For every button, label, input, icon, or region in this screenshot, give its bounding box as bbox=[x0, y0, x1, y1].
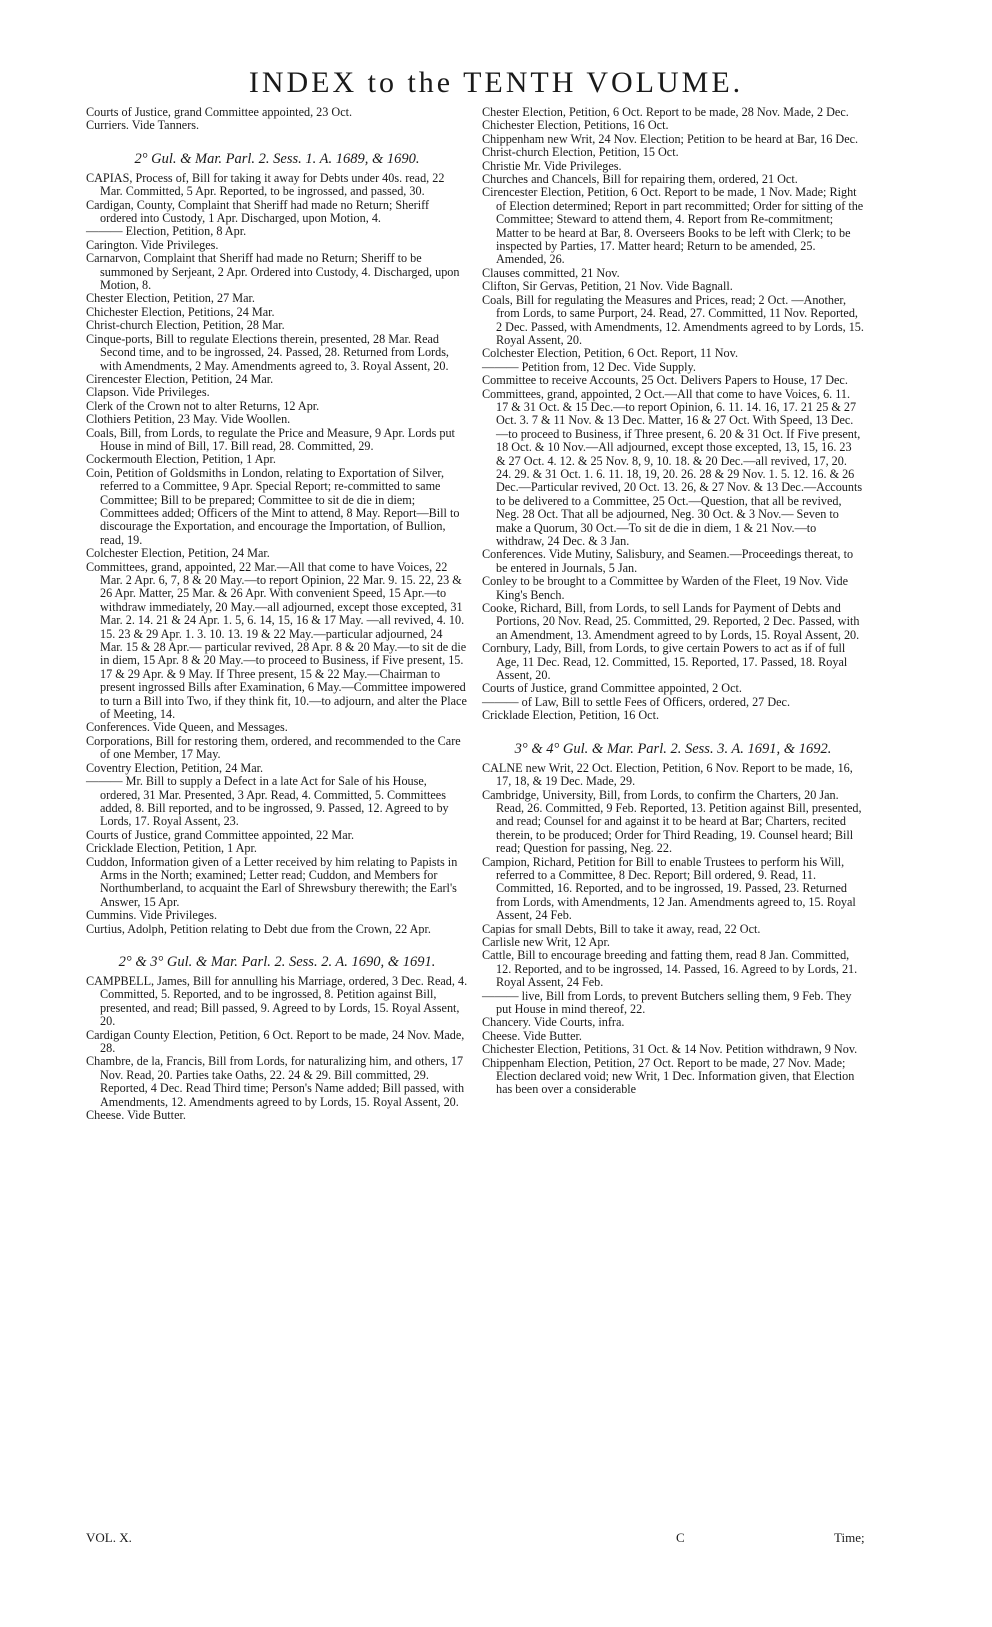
index-entry: Cricklade Election, Petition, 1 Apr. bbox=[86, 841, 257, 856]
index-entry: CALNE new Writ, 22 Oct. Election, Petition, 6 Nov. Report to be made, 16, 17, 18, & 19 Dec. Made, 29. bbox=[482, 760, 853, 789]
index-entry: Courts of Justice, grand Committee appointed, 2 Oct. bbox=[482, 681, 742, 696]
index-entry: Chancery. Vide Courts, infra. bbox=[482, 1015, 625, 1030]
index-entry: Cricklade Election, Petition, 16 Oct. bbox=[482, 708, 660, 723]
index-entry: Chambre, de la, Francis, Bill from Lords, for naturalizing him, and others, 17 Nov. Read, 20. Parties take Oaths, 22. 24 & 29. Bill committed, 29. Reported, 4 Dec. Read Third time; Person's Name added; Bill passed, with Amendments, 12. Amendments agreed to by Lords, 15. Royal Assent, 20. bbox=[86, 1054, 465, 1109]
index-entry: CAMPBELL, James, Bill for annulling his Marriage, ordered, 3 Dec. Read, 4. Committed, 5. Reported, and to be ingrossed, 8. Petition against Bill, presented, and read; Bill passed, 9. Agreed to by Lords, 15. Royal Assent, 20. bbox=[86, 973, 468, 1029]
index-entry: Cockermouth Election, Petition, 1 Apr. bbox=[86, 452, 276, 467]
index-entry: Carington. Vide Privileges. bbox=[86, 237, 219, 252]
index-entry: Churches and Chancels, Bill for repairing them, ordered, 21 Oct. bbox=[482, 172, 798, 187]
page-title: INDEX to the TENTH VOLUME. bbox=[248, 66, 744, 99]
index-entry: Committee to receive Accounts, 25 Oct. Delivers Papers to House, 17 Dec. bbox=[482, 373, 848, 388]
index-entry: Carnarvon, Complaint that Sheriff had made no Return; Sheriff to be summoned by Serjeant, 2 Apr. Ordered into Custody, 4. Discharged, upon Motion, 8. bbox=[86, 251, 460, 293]
index-entry: Chester Election, Petition, 6 Oct. Report to be made, 28 Nov. Made, 2 Dec. bbox=[482, 105, 849, 119]
session-heading: 2° Gul. & Mar. Parl. 2. Sess. 1. A. 1689, & 1690. bbox=[134, 150, 420, 167]
index-entry: Cinque-ports, Bill to regulate Elections therein, presented, 28 Mar. Read Second time, and to be ingrossed, 24. Passed, 28. Returned from Lords, with Amendments, 2 May. Amendments agreed to, 3. Royal Assent, 20. bbox=[86, 331, 449, 373]
right-column bbox=[482, 106, 864, 1097]
index-entry: Cornbury, Lady, Bill, from Lords, to give certain Powers to act as if of full Age, 11 Dec. Read, 12. Committed, 15. Reported, 17. Passed, 18. Royal Assent, 20. bbox=[482, 641, 848, 683]
index-entry: ——— of Law, Bill to settle Fees of Officers, ordered, 27 Dec. bbox=[482, 694, 790, 709]
index-entry: Colchester Election, Petition, 24 Mar. bbox=[86, 546, 270, 561]
index-entry: Corporations, Bill for restoring them, ordered, and recommended to the Care of one Member, 17 May. bbox=[86, 733, 461, 762]
index-entry: CAPIAS, Process of, Bill for taking it away for Debts under 40s. read, 22 Mar. Committed, 5 Apr. Reported, to be ingrossed, and passed, 30. bbox=[86, 170, 445, 199]
signature-mark: C bbox=[676, 1530, 685, 1545]
index-entry: Clerk of the Crown not to alter Returns, 12 Apr. bbox=[86, 398, 320, 413]
index-entry: Curtius, Adolph, Petition relating to Debt due from the Crown, 22 Apr. bbox=[86, 921, 431, 936]
index-entry: Clauses committed, 21 Nov. bbox=[482, 265, 620, 280]
index-entry: Cooke, Richard, Bill, from Lords, to sell Lands for Payment of Debts and Portions, 20 Nov. Read, 25. Committed, 29. Reported, 2 Dec. Passed, with an Amendment, 13. Amendment agreed to by Lords, 15. Royal Assent, 20. bbox=[482, 601, 860, 642]
left-column bbox=[86, 106, 468, 1122]
index-entry: Clapson. Vide Privileges. bbox=[86, 385, 210, 400]
index-entry: Cambridge, University, Bill, from Lords, to confirm the Charters, 20 Jan. Read, 26. Committed, 9 Feb. Reported, 13. Petition against Bill, presented, and read; Counsel for and against it to be heard at Bar; Charters, recited therein, to be produced; Order for Third Reading, 19. Counsel heard; Bill read; Question for passing, Neg. 22. bbox=[482, 787, 862, 856]
index-entry: Chester Election, Petition, 27 Mar. bbox=[86, 291, 255, 306]
index-entry: Chichester Election, Petitions, 24 Mar. bbox=[86, 304, 275, 319]
index-entry: Cattle, Bill to encourage breeding and fatting them, read 8 Jan. Committed, 12. Reported, and to be ingrossed, 14. Passed, 16. Agreed to by Lords, 21. Royal Assent, 24 Feb. bbox=[482, 948, 858, 990]
index-entry: Cardigan County Election, Petition, 6 Oct. Report to be made, 24 Nov. Made, 28. bbox=[86, 1027, 465, 1055]
index-entry: Cirencester Election, Petition, 6 Oct. Report to be made, 1 Nov. Made; Right of Election determined; Report in part recommitted; Order for sitting of the Committee; Steward to attend them, 4. Report from Re-commitment; Matter to be heard at Bar, 8. Overseers Books to be left with Clerk; to be inspected by Parties, 17. Matter heard; Return to be amended, 25. Amended, 26. bbox=[482, 185, 864, 267]
index-entry: Coventry Election, Petition, 24 Mar. bbox=[86, 760, 264, 775]
index-entry: Capias for small Debts, Bill to take it away, read, 22 Oct. bbox=[482, 921, 761, 936]
volume-mark: VOL. X. bbox=[86, 1530, 132, 1545]
index-entry: Conferences. Vide Mutiny, Salisbury, and Seamen.—Proceedings thereat, to be entered in Journals, 5 Jan. bbox=[482, 547, 854, 575]
index-entry: Clifton, Sir Gervas, Petition, 21 Nov. Vide Bagnall. bbox=[482, 279, 733, 294]
index-entry: Colchester Election, Petition, 6 Oct. Report, 11 Nov. bbox=[482, 346, 739, 361]
index-entry: Curriers. Vide Tanners. bbox=[86, 118, 200, 133]
index-entry: Chippenham new Writ, 24 Nov. Election; Petition to be heard at Bar, 16 Dec. bbox=[482, 131, 859, 146]
index-entry: Cuddon, Information given of a Letter received by him relating to Papists in Arms in the North; examined; Letter read; Cuddon, and Members for Northumberland, to acquaint the Earl of Shrewsbury therewith; the Earl's Answer, 15 Apr. bbox=[86, 854, 458, 909]
index-entry: Cardigan, County, Complaint that Sheriff had made no Return; Sheriff ordered into Custody, 1 Apr. Discharged, upon Motion, 4. bbox=[86, 197, 429, 226]
index-entry: Coals, Bill, from Lords, to regulate the Price and Measure, 9 Apr. Lords put House in mind of Bill, 17. Bill read, 28. Committed, 29. bbox=[86, 425, 455, 453]
index-entry: Chichester Election, Petitions, 31 Oct. & 14 Nov. Petition withdrawn, 9 Nov. bbox=[482, 1042, 858, 1057]
index-entry: Courts of Justice, grand Committee appointed, 23 Oct. bbox=[86, 105, 353, 119]
index-entry: Christ-church Election, Petition, 15 Oct. bbox=[482, 145, 679, 160]
index-entry: Coin, Petition of Goldsmiths in London, relating to Exportation of Silver, referred to a Committee, 9 Apr. Special Report; re-committed to same Committee; Bill to be prepared; Committee to sit de die in diem; Committees added; Officers of the Mint to attend, 8 May. Report—Bill to discourage the Exportation, and encourage the Importation, of Bullion, read, 19. bbox=[86, 465, 460, 547]
index-entry: Conferences. Vide Queen, and Messages. bbox=[86, 720, 288, 735]
catchword: Time; bbox=[834, 1530, 865, 1545]
index-entry: Committees, grand, appointed, 2 Oct.—All that come to have Voices, 6. 11. 17 & 31 Oct. & 15 Dec.—to report Opinion, 6. 11. 14. 16, 17. 21 25 & 27 Oct. 3. 7 & 11 Nov. & 13 Dec. Matter, 16 & 27 Oct. With Speed, 13 Dec.—to proceed to Business, if Three present, 6. 20 & 31 Oct. If Five present, 18 Oct. & 10 Nov.—All adjourned, except those excepted, 13, 15, 16. 23 & 27 Oct. 4. 12. & 25 Nov. 8, 9, 10. 18. & 20 Dec.—all revived, 17, 20. 24. 29. & 31 Oct. 1. 6. 11. 18, 19, 20. 26. 28 & 29 Nov. 1. 5. 12. 16. & 26 Dec.—Particular revived, 20 Oct. 13. 26, & 27 Nov. & 13 Dec.—Accounts to be delivered to a Committee, 25 Oct.—Question, that all be revived, Neg. 28 Oct. That all be adjourned, Neg. 30 Oct. & 3 Nov.— Seven to make a Quorum, 30 Oct.—To sit de die in diem, 1 & 21 Nov.—to withdraw, 24 Dec. & 3 Jan. bbox=[482, 386, 863, 548]
index-entry: Cheese. Vide Butter. bbox=[86, 1108, 186, 1123]
index-entry: ——— Mr. Bill to supply a Defect in a late Act for Sale of his House, ordered, 31 Mar. Presented, 3 Apr. Read, 4. Committed, 5. Committees added, 8. Bill reported, and to be ingrossed, 9. Passed, 12. Agreed to by Lords, 17. Royal Assent, 23. bbox=[86, 774, 449, 829]
index-entry: Coals, Bill for regulating the Measures and Prices, read; 2 Oct. —Another, from Lords, to same Purport, 24. Read, 27. Committed, 11 Nov. Reported, 2 Dec. Passed, with Amendments, 12. Amendments agreed to by Lords, 15. Royal Assent, 20. bbox=[482, 292, 864, 347]
index-entry: ——— Petition from, 12 Dec. Vide Supply. bbox=[482, 359, 696, 374]
index-entry: Carlisle new Writ, 12 Apr. bbox=[482, 934, 610, 949]
session-heading: 2° & 3° Gul. & Mar. Parl. 2. Sess. 2. A. 1690, & 1691. bbox=[118, 953, 436, 970]
session-heading: 3° & 4° Gul. & Mar. Parl. 2. Sess. 3. A. 1691, & 1692. bbox=[514, 740, 832, 757]
index-entry: ——— live, Bill from Lords, to prevent Butchers selling them, 9 Feb. They put House in mind thereof, 22. bbox=[482, 988, 852, 1016]
index-entry: Committees, grand, appointed, 22 Mar.—All that come to have Voices, 22 Mar. 2 Apr. 6, 7, 8 & 20 May.—to report Opinion, 22 Mar. 9. 15. 22, 23 & 26 Apr. Matter, 25 Mar. & 26 Apr. With convenient Speed, 15 Apr.—to withdraw immediately, 20 May.—all adjourned, except those excepted, 31 Mar. 2. 14. 21 & 24 Apr. 1. 5, 6. 14, 15, 16 & 17 May. —all revived, 4. 10. 15. 23 & 29 Apr. 1. 3. 10. 13. 19 & 22 May.—particular adjourned, 24 Mar. 15 & 28 Apr.— particular revived, 28 Apr. 8 & 20 May.—to sit de die in diem, 15 Apr. 8 & 20 May.—to proceed to Business, if Five present, 15. 17 & 29 Apr. & 9 May. If Three present, 15 & 22 May.—Chairman to present ingrossed Bills after Examination, 6 May.—Committee impowered to turn a Bill into Two, if they think fit, 10.—to adjourn, and alter the Place of Meeting, 14. bbox=[86, 559, 467, 722]
index-entry: Campion, Richard, Petition for Bill to enable Trustees to perform his Will, referred to a Committee, 8 Dec. Report; Bill ordered, 9. Read, 11. Committed, 16. Reported, and to be ingrossed, 19. Passed, 23. Returned from Lords, with Amendments, 12 Jan. Amendments agreed to, 15. Royal Assent, 24 Feb. bbox=[482, 854, 856, 923]
index-entry: Courts of Justice, grand Committee appointed, 22 Mar. bbox=[86, 827, 355, 842]
index-entry: Chippenham Election, Petition, 27 Oct. Report to be made, 27 Nov. Made; Election declared void; new Writ, 1 Dec. Information given, that Election has been over a considerable bbox=[482, 1055, 855, 1097]
index-entry: Cheese. Vide Butter. bbox=[482, 1028, 582, 1043]
index-entry: Chichester Election, Petitions, 16 Oct. bbox=[482, 118, 669, 133]
index-entry: Conley to be brought to a Committee by Warden of the Fleet, 19 Nov. Vide King's Bench. bbox=[482, 574, 848, 602]
index-entry: Christ-church Election, Petition, 28 Mar. bbox=[86, 318, 285, 333]
index-entry: Cirencester Election, Petition, 24 Mar. bbox=[86, 371, 274, 386]
index-entry: ——— Election, Petition, 8 Apr. bbox=[86, 224, 247, 239]
index-entry: Christie Mr. Vide Privileges. bbox=[482, 158, 622, 173]
index-entry: Clothiers Petition, 23 May. Vide Woollen. bbox=[86, 412, 291, 427]
index-entry: Cummins. Vide Privileges. bbox=[86, 908, 218, 923]
